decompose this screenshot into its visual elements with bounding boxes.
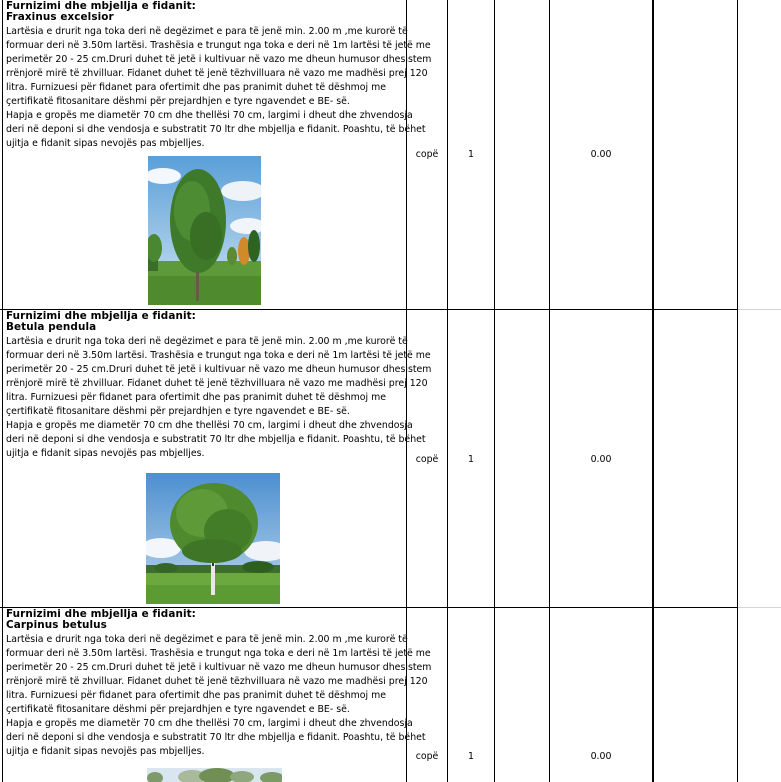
carpinus-tree-photo[interactable]: [147, 768, 282, 782]
spec-line: Hapja e gropës me diametër 70 cm dhe thellësi 70 cm, largimi i dheut dhe zhvendosja: [6, 718, 413, 729]
spec-line: rrënjorë mirë të zhvilluar. Fidanet duhet të jenë tëzhvilluara në vazo me madhësi prej 120: [6, 378, 428, 389]
unit-cell[interactable]: copë: [415, 751, 439, 762]
item-description[interactable]: [6, 0, 432, 151]
spec-line: formuar deri në 3.50m lartësi. Trashësia e trungut nga toka e deri në 1m lartësi të jetë me: [6, 350, 431, 361]
spec-line: Lartësia e drurit nga toka deri në degëzimet e para të jenë min. 2.00 m ,me kurorë të: [6, 634, 408, 645]
amount-cell[interactable]: 0.00: [590, 751, 612, 762]
spec-line: deri në deponi si dhe vendosja e substratit 70 ltr dhe mbjellja e fidanit. Poashtu, të bëhet: [6, 434, 426, 445]
spec-line: perimetër 20 - 25 cm.Druri duhet të jetë i kultivuar në vazo me dheun humusor dhesistem: [6, 364, 432, 375]
betula-tree-photo[interactable]: [146, 473, 280, 604]
unit-cell[interactable]: copë: [415, 149, 439, 160]
spec-line: litra. Furnizuesi për fidanet para ofertimit dhe pas pranimit duhet të dëshmoj me: [6, 82, 386, 93]
item-heading: Furnizimi dhe mbjellja e fidanit:: [6, 0, 196, 12]
item-species: Betula pendula: [6, 321, 97, 333]
spec-line: perimetër 20 - 25 cm.Druri duhet të jetë i kultivuar në vazo me dheun humusor dhesistem: [6, 662, 432, 673]
betula-tree-image: [146, 473, 280, 604]
spec-line: Lartësia e drurit nga toka deri në degëzimet e para të jenë min. 2.00 m ,me kurorë të: [6, 336, 408, 347]
spec-line: çertifikatë fitosanitare dëshmi për prejardhjen e tyre ngavendet e BE- së.: [6, 704, 350, 715]
item-spec-text: [6, 25, 432, 151]
spec-line: formuar deri në 3.50m lartësi. Trashësia e trungut nga toka e deri në 1m lartësi të jetë me: [6, 648, 431, 659]
item-species: Fraxinus excelsior: [6, 11, 114, 23]
table-row[interactable]: [0, 0, 781, 309]
item-description[interactable]: [6, 310, 432, 461]
item-heading: Furnizimi dhe mbjellja e fidanit:: [6, 310, 196, 322]
item-spec-text: [6, 335, 432, 461]
item-heading: Furnizimi dhe mbjellja e fidanit:: [6, 608, 196, 620]
spec-line: deri në deponi si dhe vendosja e substratit 70 ltr dhe mbjellja e fidanit. Poashtu, të bëhet: [6, 732, 426, 743]
spec-line: litra. Furnizuesi për fidanet para ofertimit dhe pas pranimit duhet të dëshmoj me: [6, 690, 386, 701]
item-species: Carpinus betulus: [6, 619, 107, 631]
spec-line: ujitja e fidanit sipas nevojës pas mbjelljes.: [6, 138, 205, 149]
spec-line: Lartësia e drurit nga toka deri në degëzimet e para të jenë min. 2.00 m ,me kurorë të: [6, 26, 408, 37]
carpinus-tree-image: [147, 768, 282, 782]
quantity-cell[interactable]: 1: [468, 454, 474, 465]
spec-line: ujitja e fidanit sipas nevojës pas mbjelljes.: [6, 448, 205, 459]
spec-line: litra. Furnizuesi për fidanet para ofertimit dhe pas pranimit duhet të dëshmoj me: [6, 392, 386, 403]
spec-line: rrënjorë mirë të zhvilluar. Fidanet duhet të jenë tëzhvilluara në vazo me madhësi prej 120: [6, 68, 428, 79]
spec-line: perimetër 20 - 25 cm.Druri duhet të jetë i kultivuar në vazo me dheun humusor dhesistem: [6, 54, 432, 65]
quantity-cell[interactable]: 1: [468, 751, 474, 762]
spec-line: rrënjorë mirë të zhvilluar. Fidanet duhet të jenë tëzhvilluara në vazo me madhësi prej 120: [6, 676, 428, 687]
unit-cell[interactable]: copë: [415, 454, 439, 465]
fraxinus-tree-image: [148, 156, 261, 305]
spec-line: ujitja e fidanit sipas nevojës pas mbjelljes.: [6, 746, 205, 757]
spec-line: çertifikatë fitosanitare dëshmi për prejardhjen e tyre ngavendet e BE- së.: [6, 406, 350, 417]
fraxinus-tree-photo[interactable]: [148, 156, 261, 305]
spec-line: Hapja e gropës me diametër 70 cm dhe thellësi 70 cm, largimi i dheut dhe zhvendosja: [6, 420, 413, 431]
spec-line: Hapja e gropës me diametër 70 cm dhe thellësi 70 cm, largimi i dheut dhe zhvendosja: [6, 110, 413, 121]
spec-line: formuar deri në 3.50m lartësi. Trashësia e trungut nga toka e deri në 1m lartësi të jetë me: [6, 40, 431, 51]
quantity-cell[interactable]: 1: [468, 149, 474, 160]
table-row[interactable]: [0, 310, 781, 607]
spec-line: deri në deponi si dhe vendosja e substratit 70 ltr dhe mbjellja e fidanit. Poashtu, të bëhet: [6, 124, 426, 135]
table-row[interactable]: [0, 608, 781, 782]
spec-line: çertifikatë fitosanitare dëshmi për prejardhjen e tyre ngavendet e BE- së.: [6, 96, 350, 107]
amount-cell[interactable]: 0.00: [590, 454, 612, 465]
amount-cell[interactable]: 0.00: [590, 149, 612, 160]
